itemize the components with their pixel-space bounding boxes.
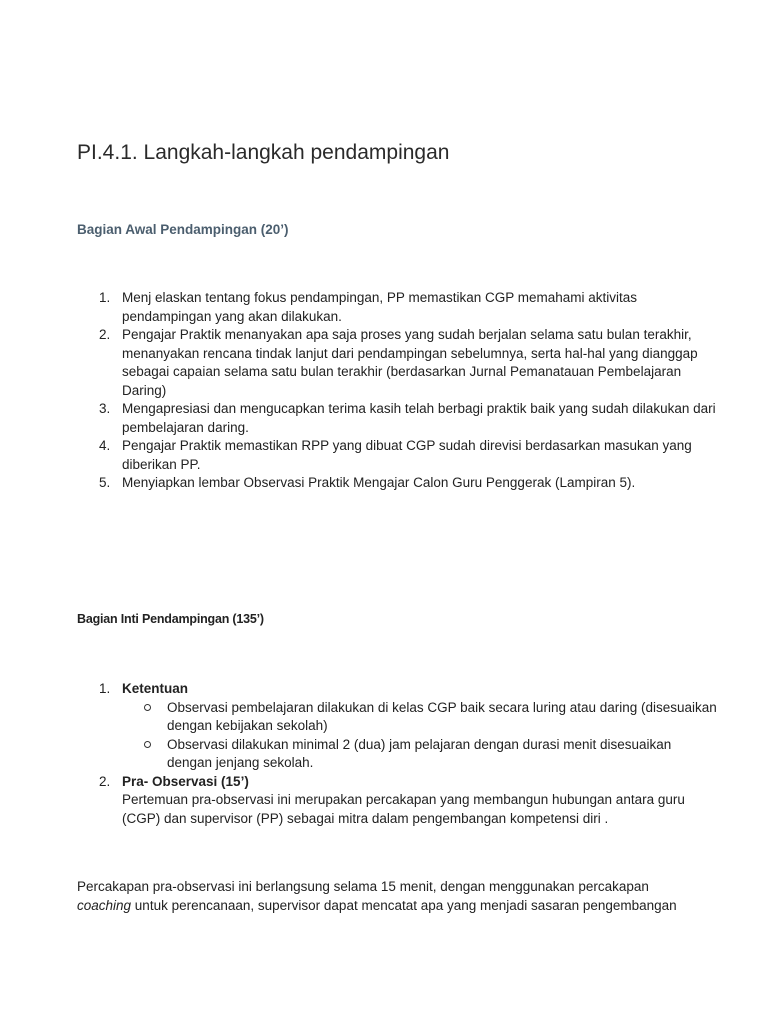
body-paragraph [77, 878, 717, 915]
hollow-bullet-icon [144, 741, 151, 748]
list-item-title: Ketentuan [122, 681, 189, 696]
paragraph-line: Percakapan pra-observasi ini berlangsung selama 15 menit, dengan menggunakan percakapan [77, 879, 649, 894]
list-item-text: Pertemuan pra-observasi ini merupakan percakapan yang membangun hubungan antara guru (CGP) dan supervisor (PP) sebagai mitra dalam pengembangan kompetensi diri . [122, 792, 685, 826]
list-item-title: Pra- Observasi (15’) [122, 773, 249, 789]
sub-list-item [77, 699, 717, 736]
inti-steps-list [77, 680, 717, 828]
document-title: PI.4.1. Langkah-langkah pendampingan [77, 141, 450, 164]
ketentuan-sub-list [77, 699, 717, 773]
list-item [77, 474, 717, 493]
section-heading-inti: Bagian Inti Pendampingan (135’) [77, 612, 264, 626]
paragraph-line [77, 897, 717, 916]
awal-steps-list [77, 289, 717, 493]
list-item-text: Pengajar Praktik memastikan RPP yang dibuat CGP sudah direvisi berdasarkan masukan yang diberikan PP. [122, 438, 692, 472]
list-item [77, 400, 717, 437]
list-item [77, 437, 717, 474]
sub-item-text: Observasi dilakukan minimal 2 (dua) jam pelajaran dengan durasi menit disesuaikan dengan jenjang sekolah. [167, 736, 672, 770]
list-number: 2. [99, 773, 111, 789]
list-item-text: Menj elaskan tentang fokus pendampingan, PP memastikan CGP memahami aktivitas pendampingan yang akan dilakukan. [122, 290, 638, 324]
list-number: 4. [99, 438, 111, 453]
list-number: 1. [99, 681, 111, 696]
hollow-bullet-icon [144, 704, 151, 711]
italic-term: coaching [77, 897, 132, 913]
list-item-ketentuan [77, 680, 717, 773]
list-number: 1. [99, 290, 111, 305]
list-number: 2. [99, 327, 111, 342]
list-item [77, 289, 717, 326]
sub-item-text: Observasi pembelajaran dilakukan di kelas CGP baik secara luring atau daring (disesuaikan dengan kebijakan sekolah) [167, 699, 717, 733]
paragraph-line-rest: untuk perencanaan, supervisor dapat mencatat apa yang menjadi sasaran pengembangan [131, 897, 677, 913]
list-item-pra-observasi [77, 773, 717, 829]
list-item-text: Mengapresiasi dan mengucapkan terima kasih telah berbagi praktik baik yang sudah dilakukan dari pembelajaran daring. [122, 401, 716, 435]
list-number: 3. [99, 401, 111, 416]
list-item-text: Pengajar Praktik menanyakan apa saja proses yang sudah berjalan selama satu bulan terakhir, menanyakan rencana tindak lanjut dari pendampingan sebelumnya, serta hal-hal yang dianggap sebagai capaian selama satu bulan terakhir (berdasarkan Jurnal Pemanatauan Pembelajaran Daring) [122, 327, 698, 398]
sub-list-item [77, 736, 717, 773]
list-number: 5. [99, 475, 111, 490]
section-heading-awal: Bagian Awal Pendampingan (20’) [77, 222, 289, 237]
list-item-text: Menyiapkan lembar Observasi Praktik Mengajar Calon Guru Penggerak (Lampiran 5). [122, 475, 636, 490]
list-item [77, 326, 717, 400]
